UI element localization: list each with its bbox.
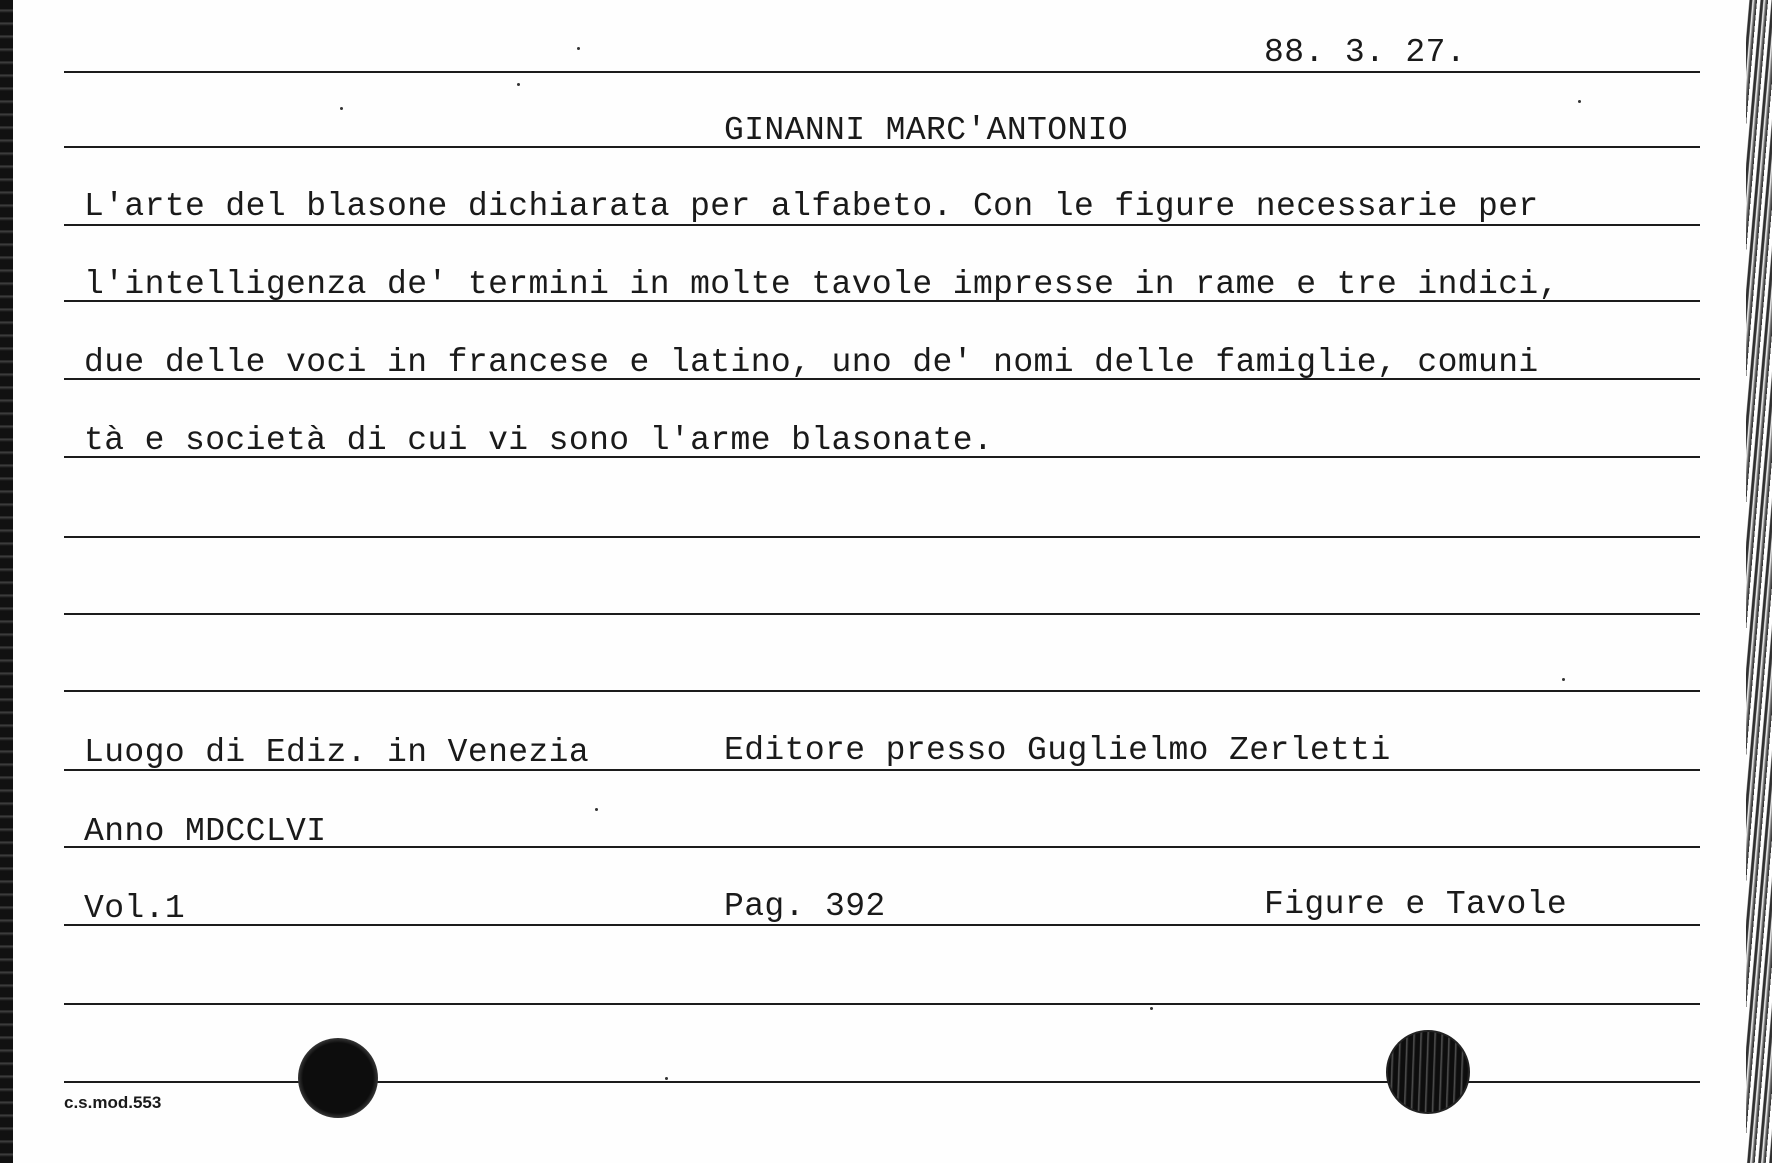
volume: Vol.1 [84, 890, 186, 927]
rule-line [64, 613, 1700, 615]
form-code: c.s.mod.553 [64, 1093, 162, 1112]
title-line: tà e società di cui vi sono l'arme blasonate. [84, 422, 994, 459]
card-right-edge [1746, 0, 1772, 1163]
punch-hole [1386, 1030, 1470, 1114]
rule-line [64, 71, 1700, 73]
card-left-edge [0, 0, 13, 1163]
dust-speck [517, 83, 520, 86]
title-line: L'arte del blasone dichiarata per alfabeto. Con le figure necessarie per [84, 188, 1539, 225]
dust-speck [577, 47, 580, 50]
catalog-number: 88. 3. 27. [1264, 34, 1467, 71]
dust-speck [340, 107, 343, 110]
year: Anno MDCCLVI [84, 813, 327, 850]
dust-speck [595, 808, 598, 811]
illustrations-note: Figure e Tavole [1264, 886, 1568, 923]
rule-line [64, 690, 1700, 692]
rule-line [64, 536, 1700, 538]
rule-line [64, 1003, 1700, 1005]
place-of-edition: Luogo di Ediz. in Venezia [84, 734, 590, 771]
dust-speck [1578, 100, 1581, 103]
punch-hole [298, 1038, 378, 1118]
author-heading: GINANNI MARC'ANTONIO [724, 112, 1129, 149]
publisher: Editore presso Guglielmo Zerletti [724, 732, 1391, 769]
page-count: Pag. 392 [724, 888, 886, 925]
dust-speck [1562, 678, 1565, 681]
title-line: due delle voci in francese e latino, uno de' nomi delle famiglie, comuni [84, 344, 1539, 381]
title-line: l'intelligenza de' termini in molte tavole impresse in rame e tre indici, [84, 266, 1559, 303]
dust-speck [1150, 1007, 1153, 1010]
dust-speck [665, 1077, 668, 1080]
